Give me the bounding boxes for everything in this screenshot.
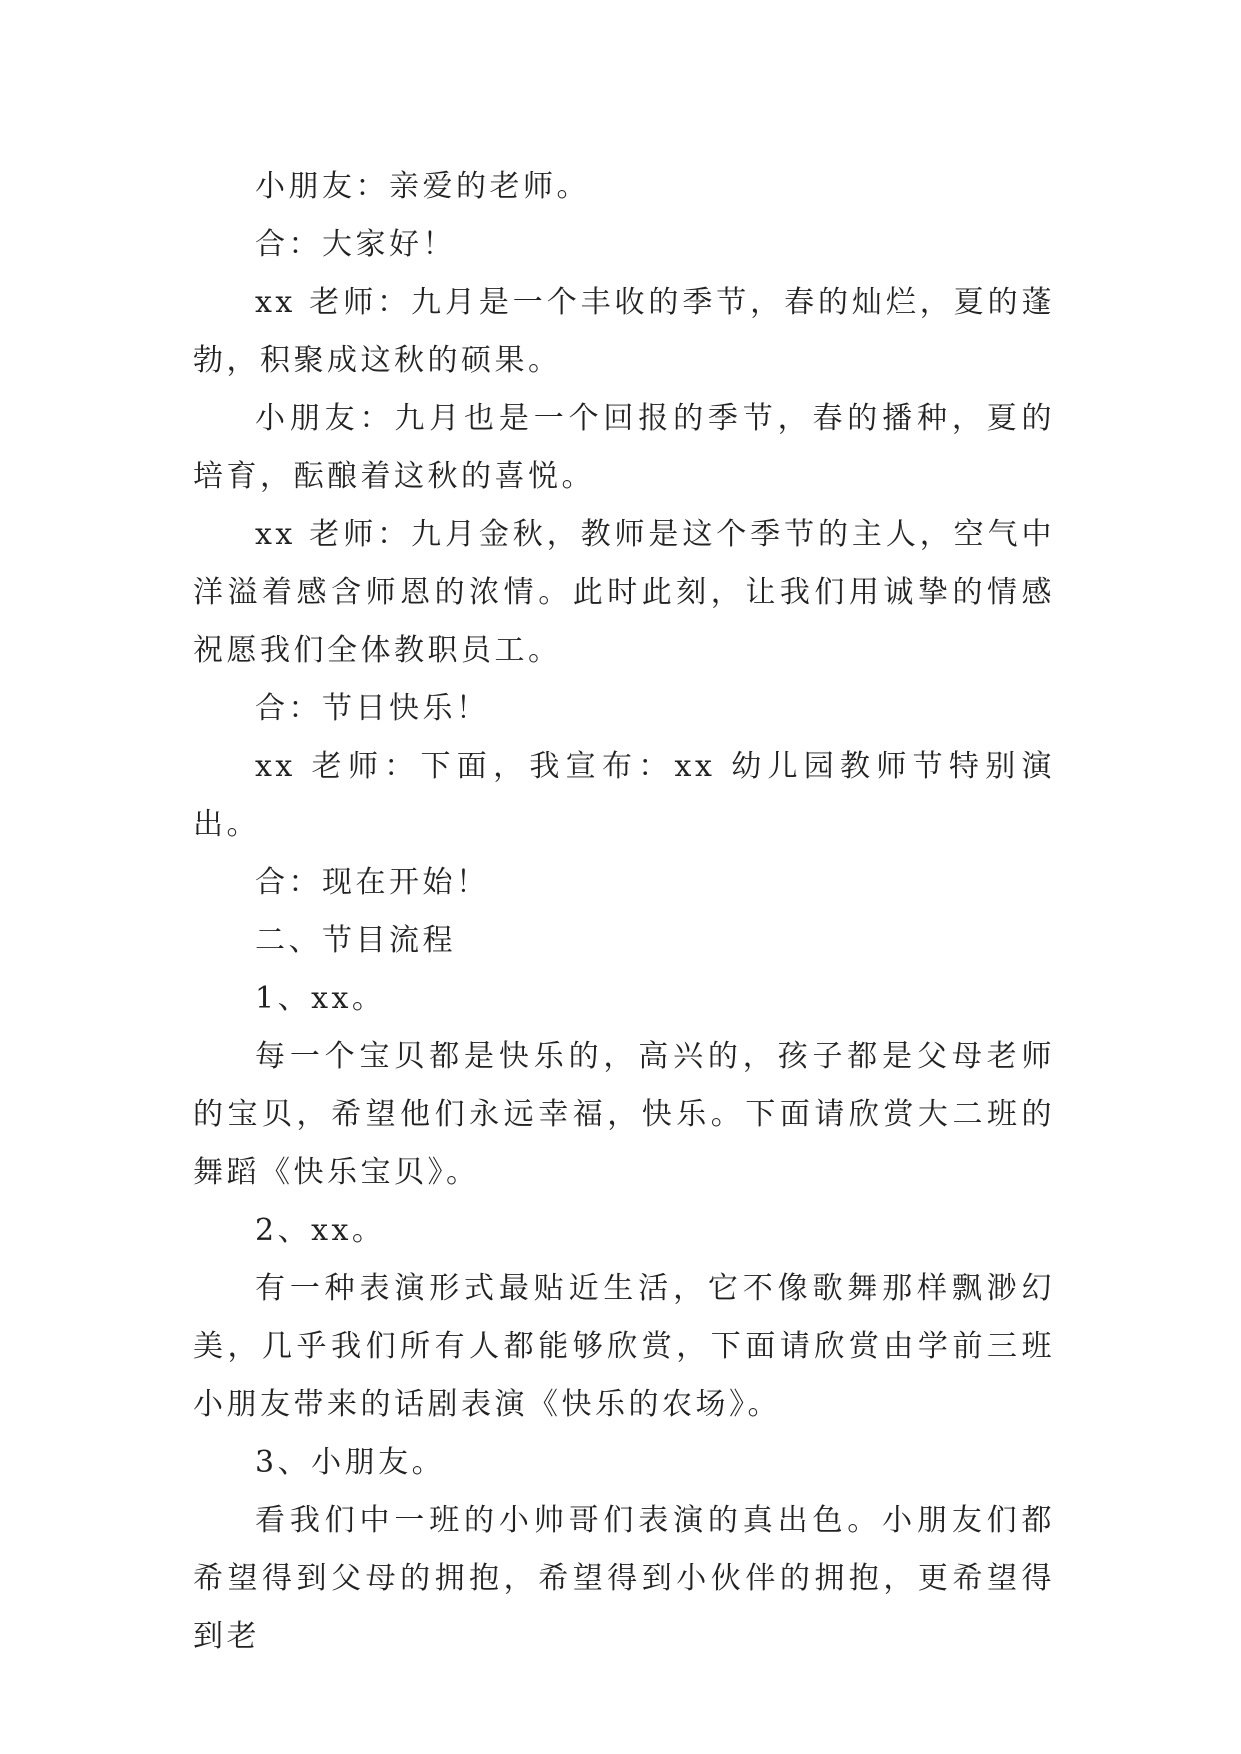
dialogue-paragraph: xx 老师：九月金秋，教师是这个季节的主人，空气中洋溢着感含师恩的浓情。此时此刻，让我们用诚挚的情感祝愿我们全体教职员工。 bbox=[193, 517, 1055, 668]
section-heading: 二、节目流程 bbox=[255, 923, 456, 958]
program-item-heading: 1、xx。 bbox=[255, 981, 386, 1016]
document-body bbox=[193, 158, 1055, 1666]
dialogue-paragraph: xx 老师：下面，我宣布：xx 幼儿园教师节特别演出。 bbox=[193, 749, 1055, 842]
program-item-heading: 3、小朋友。 bbox=[255, 1445, 446, 1480]
program-item-description: 有一种表演形式最贴近生活，它不像歌舞那样飘渺幻美，几乎我们所有人都能够欣赏，下面请欣赏由学前三班小朋友带来的话剧表演《快乐的农场》。 bbox=[193, 1271, 1055, 1422]
dialogue-paragraph: 小朋友：九月也是一个回报的季节，春的播种，夏的培育，酝酿着这秋的喜悦。 bbox=[193, 401, 1055, 494]
dialogue-paragraph: 小朋友：亲爱的老师。 bbox=[255, 169, 590, 204]
program-item-description: 看我们中一班的小帅哥们表演的真出色。小朋友们都希望得到父母的拥抱，希望得到小伙伴的拥抱，更希望得到老 bbox=[193, 1503, 1055, 1654]
program-item-heading: 2、xx。 bbox=[255, 1213, 386, 1248]
dialogue-paragraph: xx 老师：九月是一个丰收的季节，春的灿烂，夏的蓬勃，积聚成这秋的硕果。 bbox=[193, 285, 1055, 378]
dialogue-paragraph: 合：现在开始！ bbox=[255, 865, 490, 900]
dialogue-paragraph: 合：节日快乐！ bbox=[255, 691, 490, 726]
dialogue-paragraph: 合：大家好！ bbox=[255, 227, 456, 262]
program-item-description: 每一个宝贝都是快乐的，高兴的，孩子都是父母老师的宝贝，希望他们永远幸福，快乐。下面请欣赏大二班的舞蹈《快乐宝贝》。 bbox=[193, 1039, 1055, 1190]
